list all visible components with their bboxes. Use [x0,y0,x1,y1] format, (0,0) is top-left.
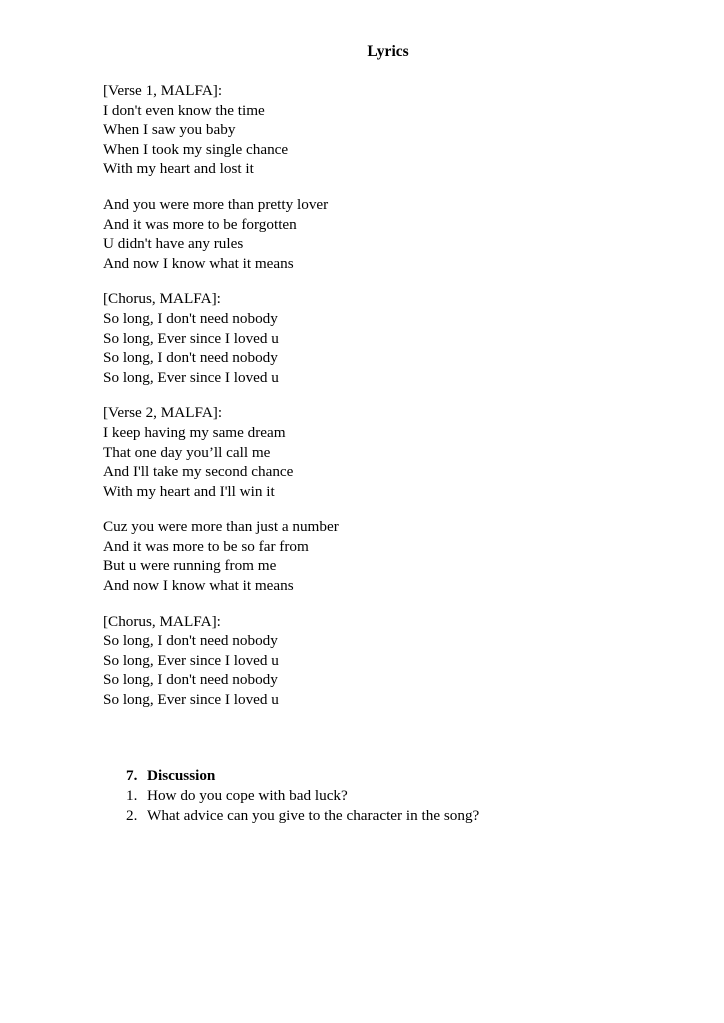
lyric-line: I keep having my same dream [103,423,286,441]
lyric-line: When I took my single chance [103,140,289,158]
lyric-line: And you were more than pretty lover [103,195,329,213]
lyric-line: So long, Ever since I loved u [103,368,279,386]
lyric-line: So long, Ever since I loved u [103,329,279,347]
lyric-line: With my heart and I'll win it [103,482,275,500]
stanza-verse-2 [103,403,339,501]
lyric-line: That one day you’ll call me [103,443,271,461]
lyric-line: Cuz you were more than just a number [103,518,339,536]
lyric-line: [Chorus, MALFA]: [103,290,221,308]
lyric-line: So long, Ever since I loved u [103,651,279,669]
page-title: Lyrics [367,43,409,60]
section-title: Discussion [147,767,216,784]
discussion-heading [126,766,479,786]
lyric-line: And it was more to be forgotten [103,215,297,233]
question-text: What advice can you give to the character in the song? [147,807,480,824]
lyric-line: U didn't have any rules [103,235,244,253]
lyric-line: [Verse 2, MALFA]: [103,404,223,422]
question-number: 1. [126,787,138,804]
lyric-line: So long, I don't need nobody [103,671,278,689]
lyric-line: So long, I don't need nobody [103,309,278,327]
discussion-question [126,806,479,826]
lyric-line: [Chorus, MALFA]: [103,612,221,630]
lyric-line: When I saw you baby [103,121,236,139]
discussion-section [126,766,479,826]
stanza-chorus-1 [103,289,339,387]
lyric-line: So long, I don't need nobody [103,632,278,650]
lyric-line: And now I know what it means [103,577,294,595]
stanza-verse-1 [103,81,339,179]
stanza-chorus-2 [103,612,339,710]
question-number: 2. [126,807,138,824]
lyric-line: And now I know what it means [103,254,294,272]
lyric-line: And it was more to be so far from [103,537,309,555]
lyric-line: So long, Ever since I loved u [103,691,279,709]
stanza-verse-1-part-2 [103,195,339,273]
lyric-line: But u were running from me [103,557,277,575]
lyric-line: So long, I don't need nobody [103,349,278,367]
lyric-line: And I'll take my second chance [103,463,294,481]
discussion-question [126,786,479,806]
section-number: 7. [126,767,138,784]
question-text: How do you cope with bad luck? [147,787,348,804]
lyrics-block [103,81,339,726]
lyric-line: [Verse 1, MALFA]: [103,82,223,99]
stanza-verse-2-part-2 [103,517,339,595]
lyric-line: I don't even know the time [103,101,265,119]
lyric-line: With my heart and lost it [103,160,254,178]
